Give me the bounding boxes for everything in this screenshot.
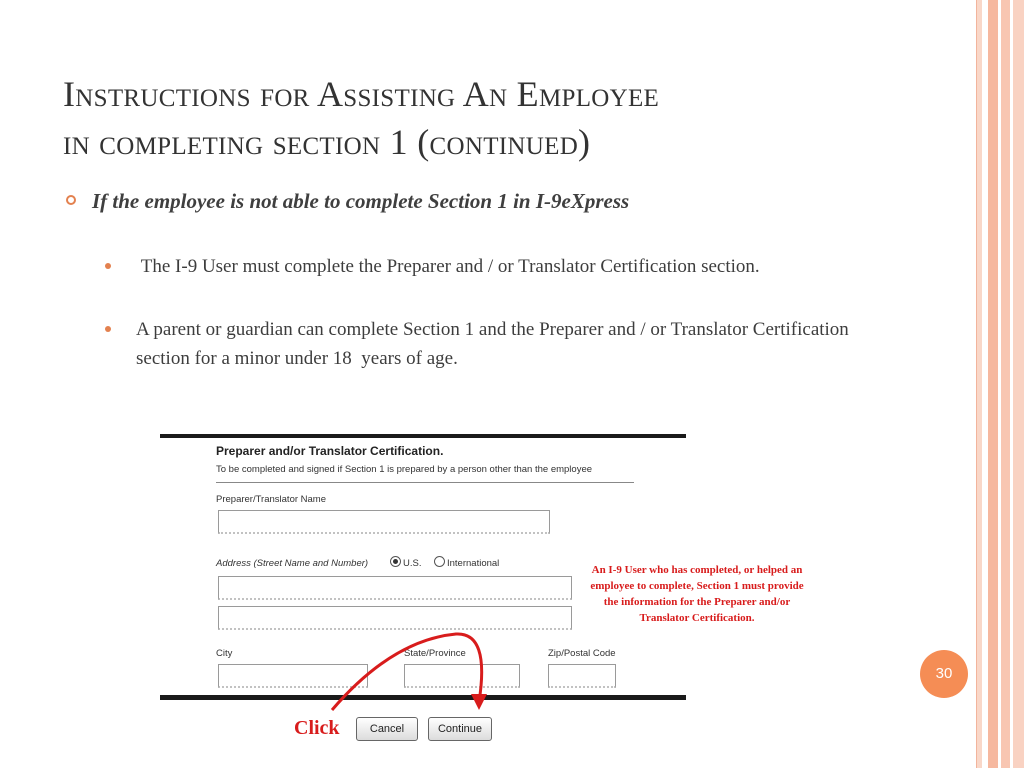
slide-title: [63, 70, 943, 166]
preparer-name-label: Preparer/Translator Name: [216, 494, 326, 505]
form-screenshot: [124, 410, 804, 768]
sub-bullet-text: The I-9 User must complete the Preparer and / or Translator Certification section.: [136, 256, 760, 277]
callout-annotation: An I-9 User who has completed, or helped an employee to complete, Section 1 must provide the information for the Preparer and/or Translator Certification.: [590, 564, 804, 624]
ring-bullet-icon: [66, 195, 76, 205]
slide-title-line-2: in completing section 1 (continued): [63, 122, 591, 162]
decor-stripe: [1001, 0, 1010, 768]
main-bullet: [66, 186, 786, 217]
cancel-button[interactable]: Cancel: [356, 717, 418, 741]
main-bullet-text: If the employee is not able to complete Section 1 in I-9eXpress: [92, 189, 630, 213]
decor-stripe: [1013, 0, 1024, 768]
page-number-badge: 30: [920, 650, 968, 698]
address-label: Address (Street Name and Number): [216, 558, 369, 569]
zip-label: Zip/Postal Code: [548, 648, 616, 659]
dot-bullet-icon: [105, 263, 111, 269]
sub-bullet-text: A parent or guardian can complete Section 1 and the Preparer and / or Translator Certification section for a minor under 18 years of age.: [136, 319, 854, 369]
decor-stripe: [988, 0, 998, 768]
sub-bullet: [105, 315, 895, 373]
radio-international-label: International: [447, 558, 500, 569]
form-subheading: To be completed and signed if Section 1 is prepared by a person other than the employee: [216, 464, 593, 475]
state-label: State/Province: [404, 648, 466, 659]
sub-bullet: [105, 252, 895, 281]
dot-bullet-icon: [105, 326, 111, 332]
annotation-arrow-icon: [124, 410, 724, 768]
form-heading: Preparer and/or Translator Certification.: [216, 444, 444, 458]
click-annotation: Click: [294, 717, 340, 739]
city-label: City: [216, 648, 233, 659]
continue-button[interactable]: Continue: [428, 717, 492, 741]
radio-us-label: U.S.: [403, 558, 422, 569]
slide-title-line-1: Instructions for Assisting An Employee: [63, 74, 660, 114]
